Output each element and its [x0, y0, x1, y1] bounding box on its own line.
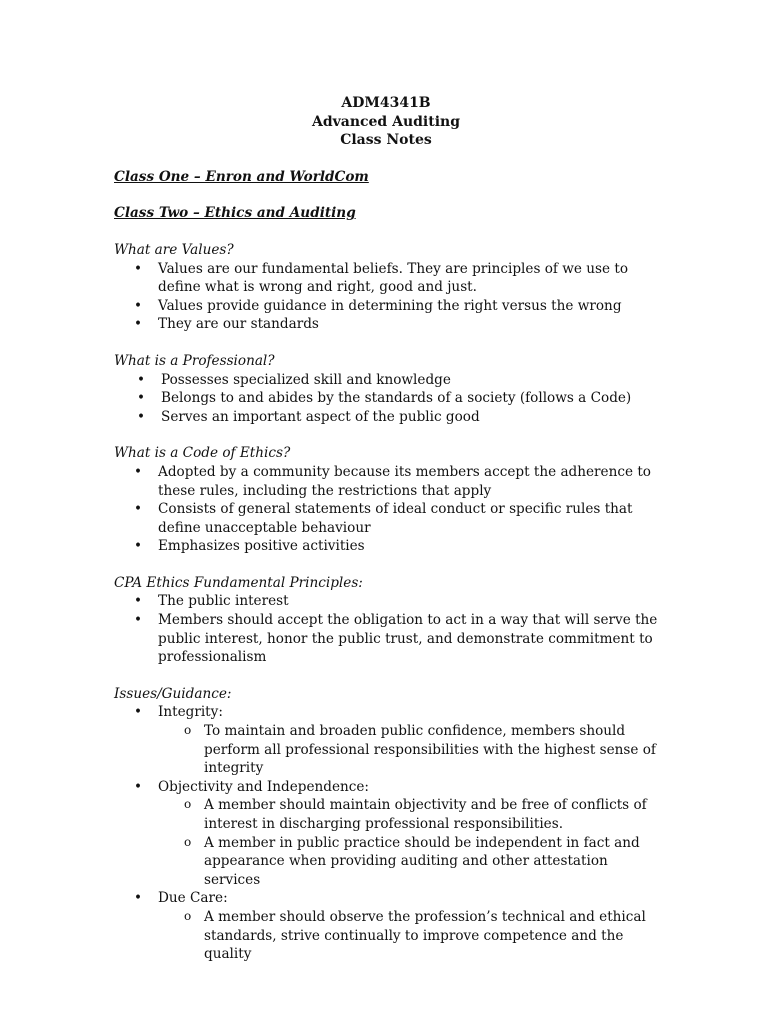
list-item — [114, 703, 658, 777]
code-of-ethics-heading: What is a Code of Ethics? — [114, 445, 291, 462]
sub-list-item: o To maintain and broaden public confidence, members should perform all professional responsibilities with the highest sense of integrity — [158, 722, 658, 778]
class-two-heading: Class Two – Ethics and Auditing — [114, 205, 356, 222]
list-item: • Values provide guidance in determining the right versus the wrong — [114, 297, 658, 316]
list-item: • Possesses specialized skill and knowledge — [114, 371, 658, 390]
course-name: Advanced Auditing — [311, 113, 461, 130]
list-item — [114, 778, 658, 890]
integrity-label: Integrity: — [158, 704, 223, 721]
list-item: • They are our standards — [114, 315, 658, 334]
sub-list-item: o A member should observe the profession’s technical and ethical standards, strive continually to improve competence and the quality — [158, 908, 658, 964]
class-one-heading: Class One – Enron and WorldCom — [114, 168, 369, 185]
course-code: ADM4341B — [341, 95, 431, 111]
sub-list-item: o A member in public practice should be independent in fact and appearance when providing auditing and other attestation services — [158, 834, 658, 890]
values-heading: What are Values? — [114, 241, 234, 258]
list-item: • Adopted by a community because its members accept the adherence to these rules, including the restrictions that apply — [114, 463, 658, 500]
list-item: • Consists of general statements of ideal conduct or specific rules that define unacceptable behaviour — [114, 500, 658, 537]
objectivity-label: Objectivity and Independence: — [158, 778, 370, 795]
objectivity-sublist — [158, 796, 658, 889]
issues-guidance-list — [114, 703, 658, 963]
professional-heading: What is a Professional? — [114, 352, 275, 369]
document-type: Class Notes — [340, 132, 432, 149]
list-item — [114, 889, 658, 963]
list-item: • Belongs to and abides by the standards of a society (follows a Code) — [114, 389, 658, 408]
list-item: • The public interest — [114, 592, 658, 611]
due-care-label: Due Care: — [158, 890, 228, 907]
code-of-ethics-list — [114, 463, 658, 556]
due-care-sublist — [158, 908, 658, 964]
list-item: • Serves an important aspect of the public good — [114, 408, 658, 427]
list-item: • Members should accept the obligation to act in a way that will serve the public interest, honor the public trust, and demonstrate commitment to professionalism — [114, 611, 658, 667]
cpa-principles-heading: CPA Ethics Fundamental Principles: — [114, 574, 363, 591]
document-title-block — [114, 94, 658, 150]
list-item: • Emphasizes positive activities — [114, 537, 658, 556]
sub-list-item: o A member should maintain objectivity and be free of conflicts of interest in discharging professional responsibilities. — [158, 796, 658, 833]
list-item: • Values are our fundamental beliefs. They are principles of we use to define what is wrong and right, good and just. — [114, 260, 658, 297]
professional-list — [114, 371, 658, 427]
cpa-principles-list — [114, 592, 658, 666]
values-list — [114, 260, 658, 334]
integrity-sublist — [158, 722, 658, 778]
issues-guidance-heading: Issues/Guidance: — [114, 685, 232, 702]
